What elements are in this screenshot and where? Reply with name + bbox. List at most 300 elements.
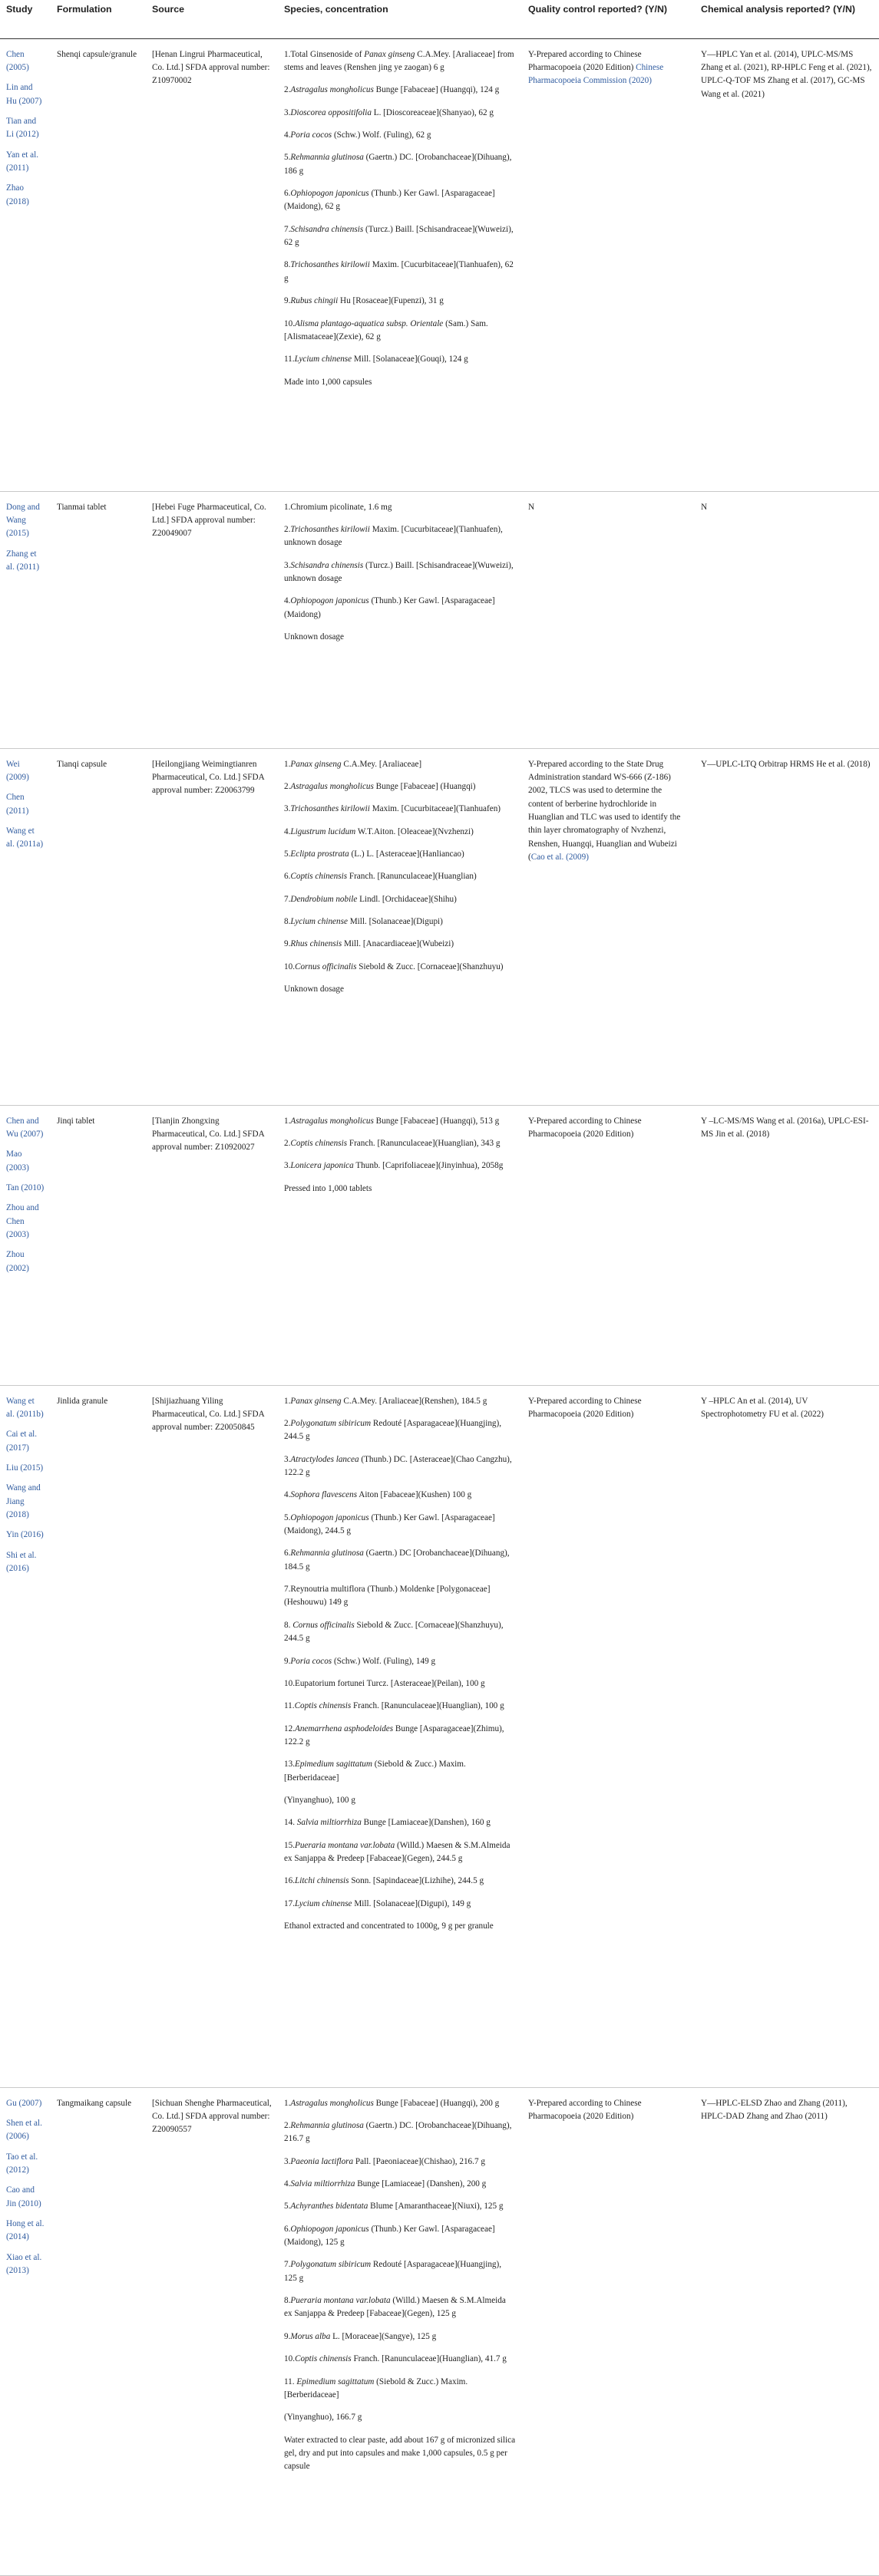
species-item [284,1182,516,1196]
species-detail: Bunge [Fabaceae] (Huangqi), 200 g [373,2098,500,2108]
species-item [284,1723,516,1750]
species-detail: Bunge [Fabaceae] (Huangqi), 124 g [373,85,500,95]
quality-control-text: N [528,502,535,512]
species-prefix: 11. [284,2376,297,2386]
species-detail: Mill. [Solanaceae](Digupi) [347,917,443,927]
species-latin-name: Sophora flavescens [290,1490,358,1500]
study-citation-link[interactable]: Gu (2007) [6,2098,42,2108]
species-latin-name: Lycium chinense [294,355,352,364]
species-latin-name: Lycium chinense [294,1898,352,1908]
species-item [284,938,516,951]
species-prefix: 1.Chromium picolinate, 1.6 mg [284,502,392,512]
species-latin-name: Schisandra chinensis [290,560,364,570]
species-latin-name: Atractylodes lancea [290,1454,359,1464]
species-latin-name: Epimedium sagittatum [296,2376,375,2386]
species-item [284,595,516,622]
table-row [0,1385,879,2087]
header-row [0,0,879,38]
species-detail: (Gaertn.) DC. [Orobanchaceae](Dihuang), 216.7 g [284,2120,512,2144]
species-latin-name: Salvia miltiorrhiza [290,2179,355,2188]
species-item [284,2119,516,2146]
species-item [284,523,516,550]
quality-control-text: Y-Prepared according to Chinese Pharmacopoeia (2020 Edition) [528,2098,642,2121]
species-item [284,870,516,883]
species-item [284,84,516,97]
species-cell [278,2087,522,2575]
study-citation-link[interactable]: Mao (2003) [6,1149,29,1173]
quality-control-text: Y-Prepared according to Chinese Pharmacopoeia (2020 Edition) [528,49,642,72]
species-item [284,848,516,861]
species-latin-name: Schisandra chinensis [290,224,364,234]
species-prefix: 8. [284,2296,291,2306]
table-row [0,1105,879,1385]
species-item [284,2434,516,2474]
species-detail: W.T.Aiton. [Oleaceae](Nvzhenzi) [355,826,474,836]
species-prefix: 4. [284,130,291,140]
species-prefix: (Yinyanghuo), 100 g [284,1796,355,1806]
species-latin-name: Paeonia lactiflora [290,2156,354,2166]
species-prefix: 1.Total Ginsenoside of [284,49,365,59]
species-prefix: 3. [284,107,291,117]
species-detail: (Thunb.) Ker Gawl. [Asparagaceae](Maidong), 244.5 g [284,1512,495,1536]
species-item [284,1655,516,1668]
formulation-cell: Shenqi capsule/granule [57,49,137,59]
species-prefix: Water extracted to clear paste, add about 167 g of micronized silica gel, dry and put into capsules and make 1,000 capsules, 0.5 g per capsule [284,2435,516,2472]
formulation-cell: Tangmaikang capsule [57,2098,132,2108]
species-cell [278,1105,522,1385]
species-prefix: 11. [284,1701,295,1711]
species-prefix: 10. [284,961,295,971]
quality-control-citation-link[interactable]: Chinese Pharmacopoeia Commission (2020) [528,62,664,86]
study-citation-link[interactable]: Shen et al. (2006) [6,2118,42,2142]
species-cell [278,1385,522,2087]
species-prefix: 9. [284,2331,291,2341]
species-prefix: 8. [284,917,291,927]
species-detail: (Thunb.) Ker Gawl. [Asparagaceae](Maidong), 62 g [284,189,495,212]
species-detail: Maxim. [Cucurbitaceae](Tianhuafen), unknown dosage [284,524,503,548]
species-item [284,295,516,308]
species-prefix: 6. [284,1549,291,1558]
species-prefix: 9. [284,939,291,949]
species-detail: C.A.Mey. [Araliaceae] from stems and leaves (Renshen jing ye zaogan) 6 g [284,49,514,72]
species-item [284,129,516,142]
study-citation-link[interactable]: Shi et al. (2016) [6,1550,37,1574]
chemical-analysis-cell: Y—HPLC Yan et al. (2014), UPLC-MS/MS Zhang et al. (2021), RP-HPLC Feng et al. (2021), UPLC-Q-TOF MS Zhang et al. (2017), GC-MS Wang et al. (2021) [701,49,872,99]
species-latin-name: Coptis chinensis [294,1701,352,1711]
species-item [284,1700,516,1713]
species-item [284,187,516,214]
species-detail: (Turcz.) Baill. [Schisandraceae](Wuweizi), unknown dosage [284,560,514,583]
species-prefix: 5. [284,2202,291,2212]
species-detail: Maxim. [Cucurbitaceae](Tianhuafen) [369,804,501,814]
species-detail: (Schw.) Wolf. (Fuling), 149 g [332,1656,436,1666]
species-detail: Franch. [Ranunculaceae](Huanglian), 41.7 g [351,2354,507,2364]
species-latin-name: Astragalus mongholicus [290,2098,374,2108]
species-prefix: 16. [284,1876,295,1886]
species-prefix: 1. [284,2098,291,2108]
species-latin-name: Astragalus mongholicus [290,85,374,95]
chemical-analysis-cell: Y—UPLC-LTQ Orbitrap HRMS He et al. (2018) [701,759,871,769]
species-latin-name: Eclipta prostrata [290,849,349,859]
species-item [284,1115,516,1128]
species-prefix: 4. [284,826,291,836]
species-latin-name: Anemarrhena asphodeloides [294,1723,394,1733]
species-item [284,1875,516,1888]
species-latin-name: Astragalus mongholicus [290,781,374,791]
study-citation-link[interactable]: Xiao et al. (2013) [6,2252,42,2276]
species-latin-name: Morus alba [290,2331,331,2341]
quality-control-text: Y-Prepared according to the State Drug Administration standard WS-666 (Z-186) 2002, TLCS was used to determine the content of berberine hydrochloride in Huanglian and TLC was used to identify the thin layer chromatography of Nvzhenzi, Renshen, Huangqi, Huanglian and Wubeizi ( [528,759,681,863]
study-citation-link[interactable]: Tao et al. (2012) [6,2152,38,2175]
species-prefix: 3. [284,560,291,570]
study-citation-link[interactable]: Cai et al. (2017) [6,1430,38,1453]
species-item [284,1547,516,1574]
study-citation-link[interactable]: Lin and Hu (2007) [6,83,42,106]
species-prefix: 9. [284,1656,291,1666]
species-prefix: 5. [284,153,291,163]
species-detail: Mill. [Solanaceae](Gouqi), 124 g [352,355,468,364]
species-latin-name: Poria cocos [290,1656,332,1666]
species-detail: (Gaertn.) DC [Orobanchaceae](Dihuang), 184.5 g [284,1549,510,1572]
species-prefix: 10. [284,2354,295,2364]
species-prefix: 10.Eupatorium fortunei Turcz. [Asteraceae](Peilan), 100 g [284,1678,485,1688]
species-latin-name: Panax ginseng [290,759,342,769]
species-latin-name: Panax ginseng [364,49,415,59]
source-cell: [Tianjin Zhongxing Pharmaceutical, Co. Ltd.] SFDA approval number: Z10920027 [152,1116,265,1153]
chemical-analysis-cell: Y—HPLC-ELSD Zhao and Zhang (2011), HPLC-DAD Zhang and Zhao (2011) [701,2098,848,2121]
study-citation-link[interactable]: Chen and Wu (2007) [6,1116,44,1139]
table-header [0,0,879,38]
species-prefix: Unknown dosage [284,985,344,994]
species-prefix: 3. [284,1161,291,1171]
species-detail: Siebold & Zucc. [Cornaceae](Shanzhuyu), 244.5 g [284,1620,504,1644]
source-cell: [Heilongjiang Weimingtianren Pharmaceutical, Co. Ltd.] SFDA approval number: Z20063799 [152,759,265,796]
species-item [284,1159,516,1173]
study-cell [0,1105,51,1385]
species-item [284,803,516,816]
species-prefix: 4. [284,2179,291,2188]
species-detail: (Siebold & Zucc.) Maxim. [Berberidaceae] [284,2376,468,2400]
species-latin-name: Achyranthes bidentata [290,2202,368,2212]
species-detail: Blume [Amaranthaceae](Niuxi), 125 g [368,2202,504,2212]
species-latin-name: Rehmannia glutinosa [290,2120,364,2130]
species-latin-name: Trichosanthes kirilowii [290,524,370,534]
species-item [284,1512,516,1539]
species-latin-name: Litchi chinensis [294,1876,349,1886]
species-latin-name: Rhus chinensis [290,939,342,949]
species-prefix: 7.Reynoutria multiflora (Thunb.) Moldenke [Polygonaceae](Heshouwu) 149 g [284,1585,491,1608]
species-prefix: Unknown dosage [284,632,344,642]
species-detail: L. [Moraceae](Sangye), 125 g [330,2331,437,2341]
species-latin-name: Ophiopogon japonicus [290,189,369,199]
species-latin-name: Ophiopogon japonicus [290,1512,369,1522]
source-cell: [Sichuan Shenghe Pharmaceutical, Co. Ltd.] SFDA approval number: Z20090557 [152,2098,272,2135]
study-citation-link[interactable]: Wang et al. (2011b) [6,1396,44,1419]
species-item [284,2294,516,2321]
header-species: Species, concentration [284,4,388,15]
species-detail: Mill. [Anacardiaceae](Wubeizi) [342,939,454,949]
formulation-cell: Tianqi capsule [57,759,107,769]
species-prefix: 7. [284,894,291,904]
quality-control-cell [522,38,695,491]
species-prefix: Pressed into 1,000 tablets [284,1183,372,1193]
species-item [284,2178,516,2191]
species-prefix: 5. [284,849,291,859]
species-latin-name: Trichosanthes kirilowii [290,804,370,814]
species-detail: (Thunb.) DC. [Asteraceae](Chao Cangzhu), 122.2 g [284,1454,512,1477]
species-prefix: 12. [284,1723,295,1733]
species-prefix: 2. [284,85,291,95]
species-detail: Franch. [Ranunculaceae](Huanglian) [347,872,477,882]
study-citation-link[interactable]: Chen (2005) [6,49,29,72]
species-latin-name: Astragalus mongholicus [290,1116,374,1126]
species-prefix: 11. [284,355,295,364]
species-latin-name: Trichosanthes kirilowii [290,260,370,270]
species-detail: Thunb. [Caprifoliaceae](Jinyinhua), 2058g [353,1161,504,1171]
species-prefix: (Yinyanghuo), 166.7 g [284,2413,362,2423]
species-item [284,223,516,250]
species-cell [278,491,522,748]
species-detail: Bunge [Lamiaceae] (Danshen), 200 g [355,2179,487,2188]
species-prefix: 2. [284,2120,291,2130]
chemical-analysis-cell: Y –HPLC An et al. (2014), UV Spectrophotometry FU et al. (2022) [701,1396,824,1419]
header-chemical-analysis: Chemical analysis reported? (Y/N) [701,4,856,15]
species-detail: Lindl. [Orchidaceae](Shihu) [357,894,457,904]
species-prefix: 10. [284,318,295,328]
header-quality-control: Quality control reported? (Y/N) [528,4,668,15]
species-latin-name: Panax ginseng [290,1396,342,1406]
formulation-cell: Jinqi tablet [57,1116,95,1126]
species-item [284,1677,516,1690]
study-citation-link[interactable]: Zhao (2018) [6,183,29,206]
species-latin-name: Coptis chinensis [290,1138,348,1148]
species-item [284,318,516,345]
species-prefix: 7. [284,224,291,234]
species-item [284,893,516,906]
quality-control-cell [522,748,695,1105]
species-item [284,1920,516,1933]
species-latin-name: Poria cocos [290,130,332,140]
species-item [284,2155,516,2169]
species-detail: Redouté [Asparagaceae](Huangjing), 125 g [284,2260,502,2283]
species-item [284,1137,516,1150]
species-item [284,259,516,285]
species-prefix: 15. [284,1840,295,1850]
species-prefix: 5. [284,1512,291,1522]
header-source: Source [152,4,185,15]
species-latin-name: Cornus officinalis [292,1620,355,1630]
species-latin-name: Dioscorea oppositifolia [290,107,372,117]
species-latin-name: Polygonatum sibiricum [290,1418,372,1428]
species-latin-name: Lycium chinense [290,917,348,927]
quality-control-cell [522,491,695,748]
species-item [284,2411,516,2424]
species-detail: (Gaertn.) DC. [Orobanchaceae](Dihuang), 186 g [284,153,512,176]
quality-control-text: Y-Prepared according to Chinese Pharmacopoeia (2020 Edition) [528,1116,642,1139]
species-detail: Maxim. [Cucurbitaceae](Tianhuafen), 62 g [284,260,514,283]
species-detail: Franch. [Ranunculaceae](Huanglian), 343 g [347,1138,501,1148]
species-detail: Mill. [Solanaceae](Digupi), 149 g [352,1898,471,1908]
species-item [284,983,516,996]
study-citation-link[interactable]: Chen (2011) [6,793,29,816]
species-detail: (Siebold & Zucc.) Maxim. [Berberidaceae] [284,1760,466,1783]
header-formulation: Formulation [57,4,112,15]
study-citation-link[interactable]: Wei (2009) [6,759,29,782]
species-detail: Aiton [Fabaceae](Kushen) 100 g [357,1490,472,1500]
species-prefix: 8. [284,1620,293,1630]
study-citation-link[interactable]: Wang and Jiang (2018) [6,1483,41,1520]
species-detail: C.A.Mey. [Araliaceae](Renshen), 184.5 g [341,1396,487,1406]
species-item [284,1417,516,1444]
species-prefix: 14. [284,1818,297,1828]
species-latin-name: Dendrobium nobile [290,894,358,904]
study-citation-link[interactable]: Wang et al. (2011a) [6,826,44,849]
study-citation-link[interactable]: Cao and Jin (2010) [6,2185,41,2208]
species-detail: (Thunb.) Ker Gawl. [Asparagaceae](Maidong) [284,596,495,619]
quality-control-cell [522,1385,695,2087]
species-item [284,2353,516,2366]
species-item [284,2200,516,2213]
formulation-cell: Tianmai tablet [57,502,107,512]
species-item [284,1583,516,1610]
species-prefix: 8. [284,260,291,270]
species-prefix: Ethanol extracted and concentrated to 1000g, 9 g per granule [284,1921,494,1931]
species-item [284,1816,516,1829]
species-item [284,151,516,178]
species-item [284,915,516,928]
species-item [284,826,516,839]
species-item [284,376,516,389]
species-item [284,2097,516,2110]
species-latin-name: Rehmannia glutinosa [290,153,364,163]
species-detail: Redouté [Asparagaceae](Huangjing), 244.5 g [284,1418,502,1442]
species-prefix: 6. [284,2224,291,2234]
species-prefix: 1. [284,759,291,769]
species-prefix: 1. [284,1116,291,1126]
study-citation-link[interactable]: Yin (2016) [6,1530,44,1540]
species-prefix: 13. [284,1760,295,1770]
species-detail: Franch. [Ranunculaceae](Huanglian), 100 g [351,1701,504,1711]
species-latin-name: Ligustrum lucidum [290,826,356,836]
study-citation-link[interactable]: Zhou and Chen (2003) [6,1203,39,1240]
species-item [284,2258,516,2285]
species-prefix: 1. [284,1396,291,1406]
species-latin-name: Ophiopogon japonicus [290,596,369,606]
species-item [284,2330,516,2343]
species-latin-name: Coptis chinensis [294,2354,352,2364]
species-prefix: 6. [284,189,291,199]
study-citation-link[interactable]: Dong and Wang (2015) [6,502,40,539]
species-item [284,107,516,120]
species-latin-name: Rubus chingii [290,296,339,306]
source-cell: [Hebei Fuge Pharmaceutical, Co. Ltd.] SFDA approval number: Z20049007 [152,502,266,539]
species-detail: (Willd.) Maesen & S.M.Almeida ex Sanjappa & Predeep [Fabaceae](Gegen), 244.5 g [284,1840,511,1864]
species-latin-name: Pueraria montana var.lobata [290,2296,391,2306]
species-item [284,1395,516,1408]
table-row [0,491,879,748]
species-cell [278,748,522,1105]
species-prefix: 3. [284,804,291,814]
species-detail: Bunge [Asparagaceae](Zhimu), 122.2 g [284,1723,504,1746]
species-item [284,1758,516,1785]
species-item [284,758,516,771]
source-cell: [Henan Lingrui Pharmaceutical, Co. Ltd.] SFDA approval number: Z10970002 [152,49,270,86]
quality-control-text: Y-Prepared according to Chinese Pharmacopoeia (2020 Edition) [528,1396,642,1419]
species-prefix: 9. [284,296,291,306]
species-item [284,1489,516,1502]
source-cell: [Shijiazhuang Yiling Pharmaceutical, Co. Ltd.] SFDA approval number: Z20050845 [152,1396,265,1433]
formulation-cell: Jinlida granule [57,1396,108,1406]
species-item [284,559,516,586]
study-cell [0,491,51,748]
species-item [284,353,516,366]
header-study: Study [6,4,33,15]
species-item [284,961,516,974]
species-latin-name: Rehmannia glutinosa [290,1549,364,1558]
species-latin-name: Pueraria montana var.lobata [294,1840,395,1850]
quality-control-cell [522,1105,695,1385]
study-citation-link[interactable]: Liu (2015) [6,1463,44,1473]
species-item [284,780,516,793]
species-item [284,1619,516,1646]
species-item [284,1898,516,1911]
table-row [0,2087,879,2575]
species-detail: C.A.Mey. [Araliaceae] [341,759,422,769]
table-row [0,38,879,491]
study-citation-link[interactable]: Zhou (2002) [6,1250,29,1273]
study-cell [0,2087,51,2575]
table-row [0,748,879,1105]
species-latin-name: Ophiopogon japonicus [290,2224,369,2234]
species-item [284,631,516,644]
species-item [284,501,516,514]
species-prefix: 3. [284,1454,291,1464]
quality-control-cell [522,2087,695,2575]
species-prefix: 17. [284,1898,295,1908]
species-latin-name: Epimedium sagittatum [294,1760,372,1770]
species-prefix: 6. [284,872,291,882]
species-latin-name: Cornus officinalis [294,961,357,971]
species-item [284,2223,516,2250]
study-citation-link[interactable]: Zhang et al. (2011) [6,549,40,572]
species-item [284,48,516,75]
species-prefix: 7. [284,2260,291,2270]
species-detail: Sonn. [Sapindaceae](Lizhihe), 244.5 g [349,1876,484,1886]
study-citation-link[interactable]: Hong et al. (2014) [6,2219,45,2242]
study-citation-link[interactable]: Tian and Li (2012) [6,116,39,140]
species-detail: (Turcz.) Baill. [Schisandraceae](Wuweizi), 62 g [284,224,514,248]
species-detail: Bunge [Fabaceae] (Huangqi) [373,781,476,791]
species-prefix: 3. [284,2156,291,2166]
species-latin-name: Polygonatum sibiricum [290,2260,372,2270]
species-prefix: 4. [284,596,291,606]
study-citation-link[interactable]: Tan (2010) [6,1182,45,1192]
quality-control-citation-link[interactable]: Cao et al. (2009) [530,853,589,863]
study-citation-link[interactable]: Yan et al. (2011) [6,150,39,173]
study-cell [0,38,51,491]
species-item [284,2376,516,2403]
species-detail: Pall. [Paeoniaceae](Chishao), 216.7 g [353,2156,485,2166]
species-detail: L. [Dioscoreaceae](Shanyao), 62 g [371,107,494,117]
species-item [284,1453,516,1480]
species-latin-name: Alisma plantago-aquatica subsp. Orientale [294,318,444,328]
species-detail: Bunge [Lamiaceae](Danshen), 160 g [361,1818,491,1828]
species-detail: (Sam.) Sam. [Alismataceae](Zexie), 62 g [284,318,488,341]
species-prefix: Made into 1,000 capsules [284,377,372,387]
study-cell [0,1385,51,2087]
species-item [284,1794,516,1807]
species-prefix: 2. [284,1418,291,1428]
